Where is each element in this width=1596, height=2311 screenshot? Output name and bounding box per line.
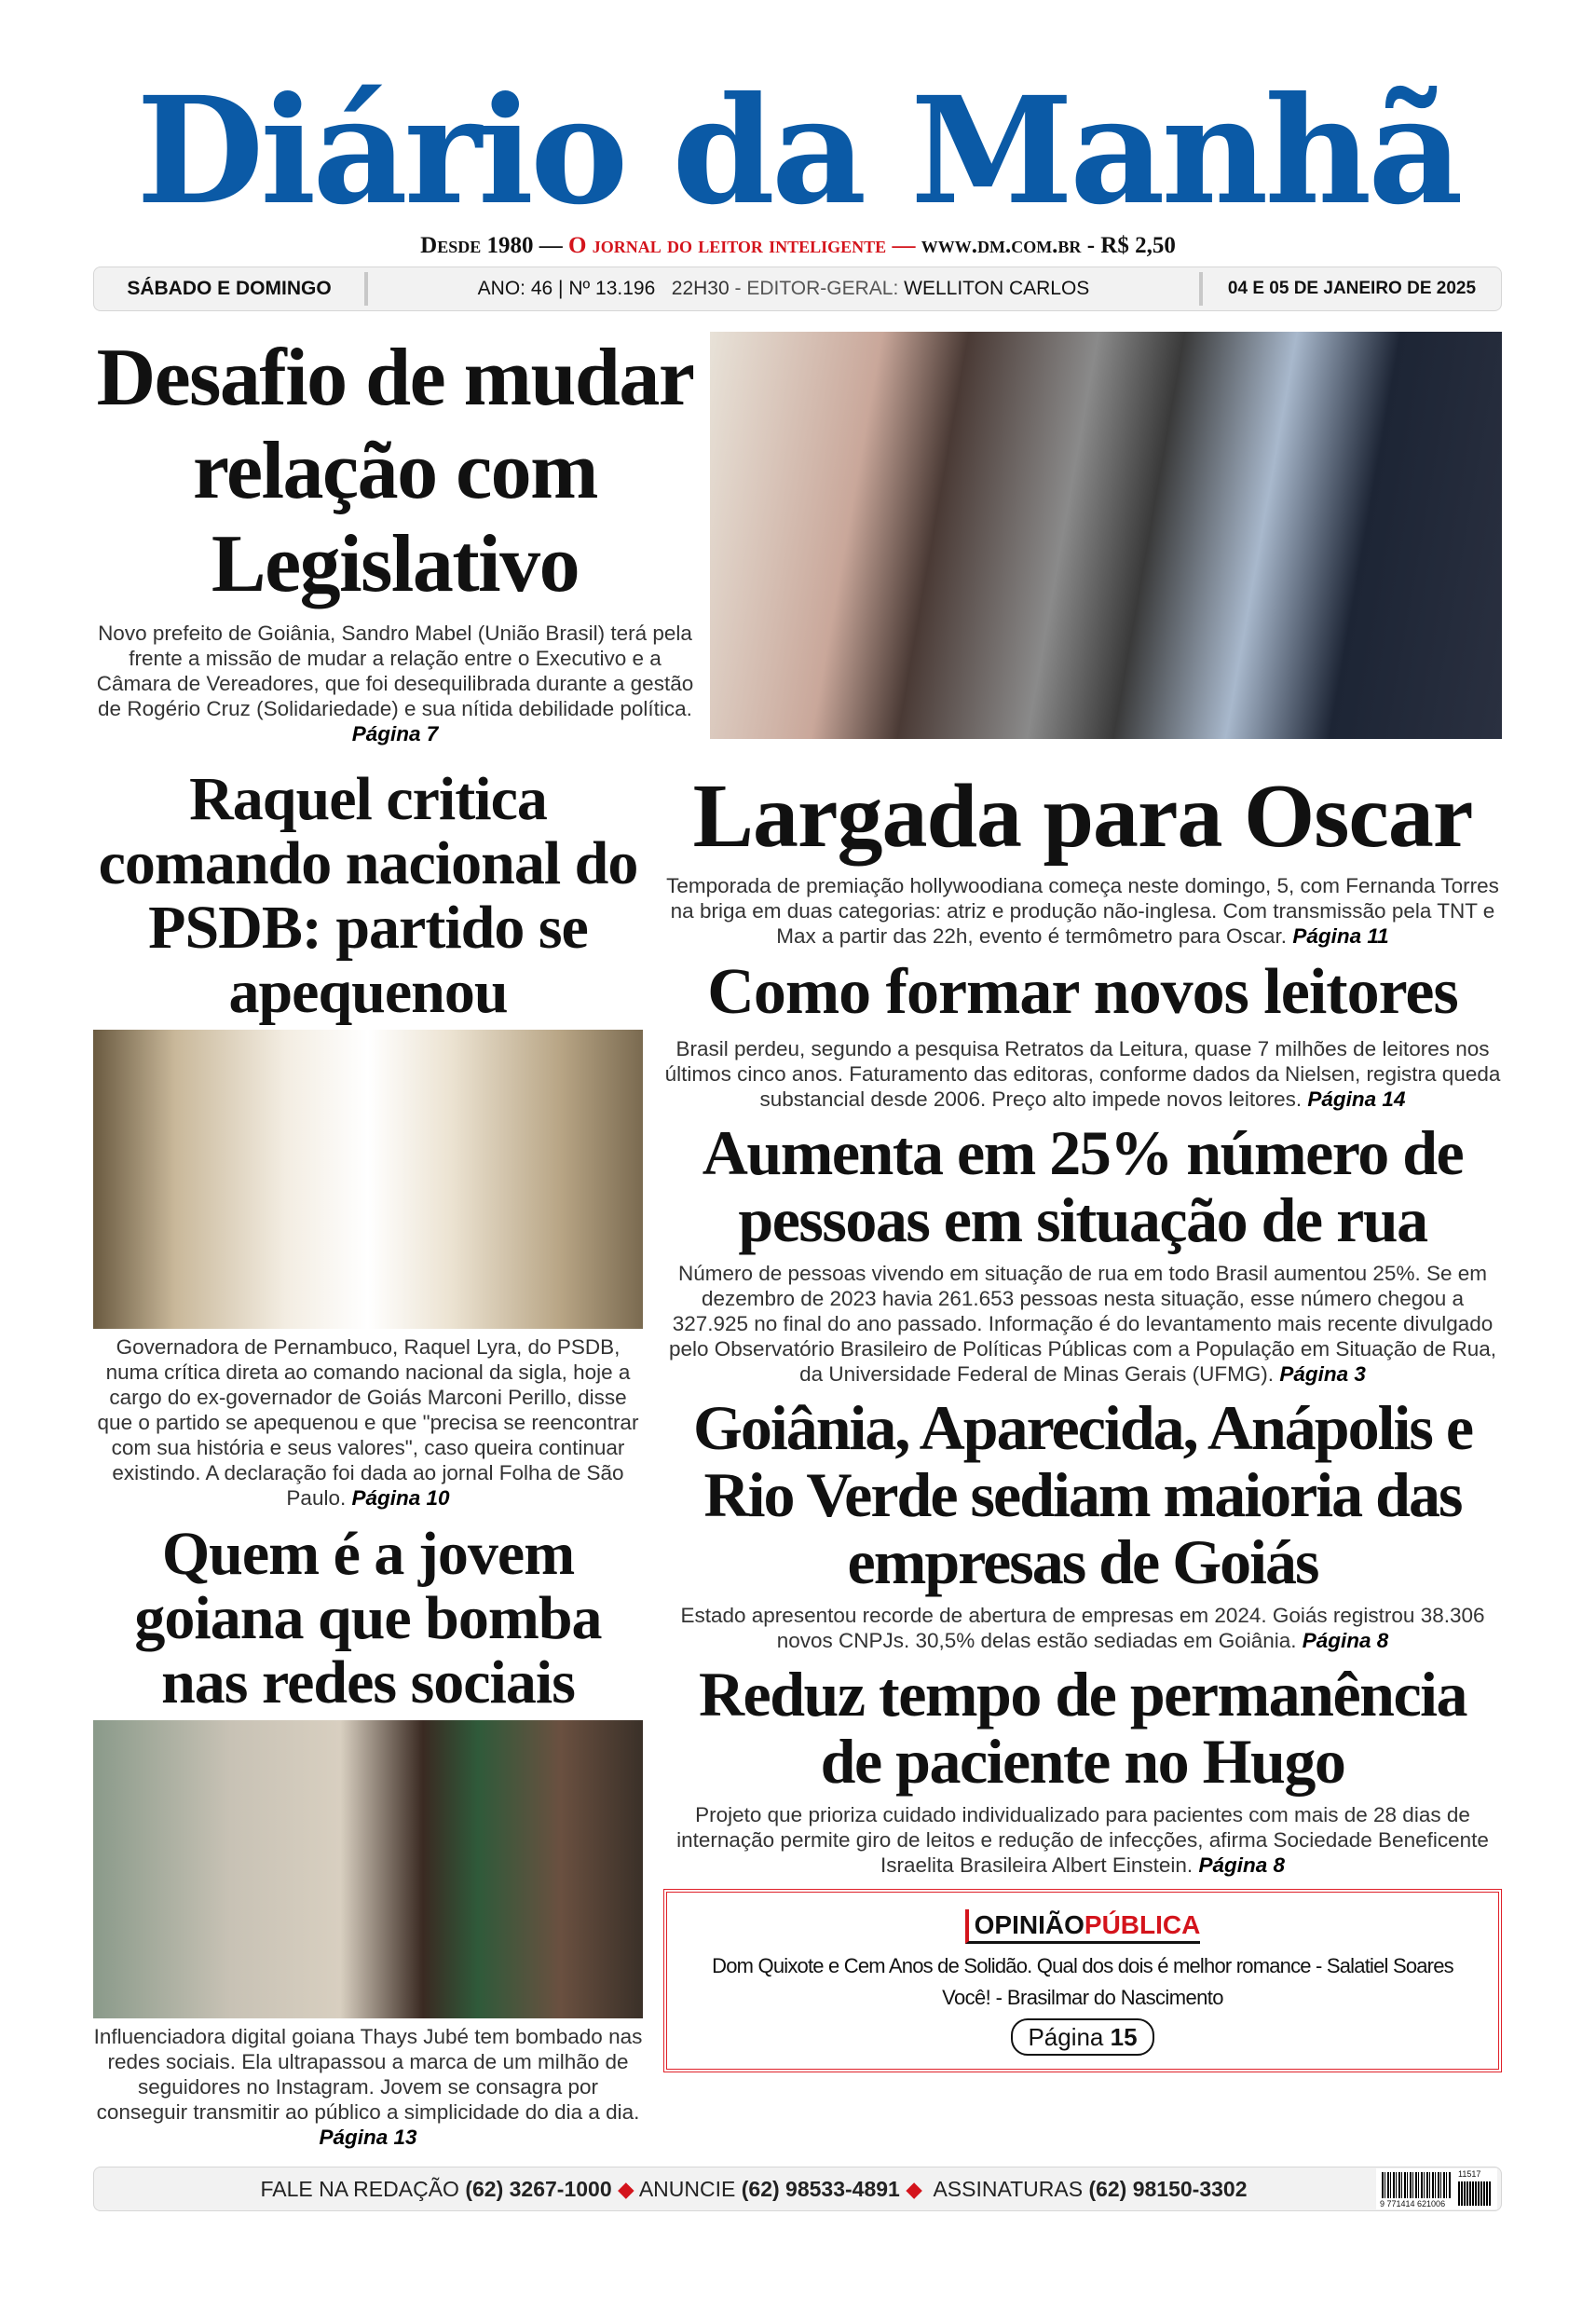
opinion-item[interactable]: Dom Quixote e Cem Anos de Solidão. Qual dos dois é melhor romance - Salatiel Soares [712,1954,1453,1977]
page-ref[interactable]: Página 8 [1198,1853,1285,1877]
days: SÁBADO E DOMINGO [127,278,332,299]
opinion-title-a: OPINIÃO [974,1910,1084,1939]
summary-text: Número de pessoas vivendo em situação de rua em todo Brasil aumentou 25%. Se em dezembro de 2023 havia 261.653 pessoas nesta situação, esse número chegou a 327.925 no final do ano passado. Informação é do levantamento mais recente divulgado pelo Observatório Brasileiro de Políticas Públicas com a População em Situação de Rua, da Universidade Federal de Minas Gerais (UFMG). [669,1262,1496,1386]
editor: WELLITON CARLOS [904,278,1090,299]
page-ref[interactable]: Página 14 [1307,1087,1406,1111]
page-num: 15 [1110,2023,1138,2051]
ads-label: ANUNCIE [638,2176,736,2201]
summary-oscar [663,873,1502,949]
photo-raquel [93,1030,643,1329]
year: 46 [530,278,553,299]
barcode-bars-icon [1382,2172,1451,2198]
barcode-addon: 11517 [1458,2169,1481,2179]
page-ref[interactable]: Página 10 [351,1486,450,1510]
opinion-title [965,1909,1201,1944]
summary-text: Novo prefeito de Goiânia, Sandro Mabel (União Brasil) terá pela frente a missão de mudar a relação entre o Executivo e a Câmara de Vereadores, que foi desequilibrada durante a gestão de Rogério Cruz (Solidariedade) e sua nítida debilidade política. [96,622,694,720]
date: 04 E 05 DE JANEIRO DE 2025 [1227,279,1477,298]
photo-jovem [93,1720,643,2018]
summary-text: Estado apresentou recorde de abertura de empresas em 2024. Goiás registrou 38.306 novos CNPJs. 30,5% delas estão sediadas em Goiânia. [680,1604,1485,1652]
website: www.dm.com.br [921,233,1082,258]
summary-raquel [93,1334,643,1511]
summary-hugo [663,1802,1502,1878]
info-bar [93,267,1502,311]
columns [93,767,1503,2150]
time: 22H30 [671,278,730,299]
footer-bar [93,2167,1502,2211]
opinion-page-button[interactable] [1011,2018,1153,2056]
masthead-logo: Diário da Manhã [136,65,1460,238]
opinion-box [663,1889,1502,2072]
slogan: O jornal do leitor inteligente [568,233,887,258]
headline-oscar[interactable]: Largada para Oscar [692,766,1473,867]
since: Desde 1980 — [420,233,563,258]
right-column [663,767,1502,2072]
number-label: Nº [568,278,591,299]
lead-section [93,332,1503,746]
headline-jovem[interactable]: Quem é a jovem goiana que bomba nas redes sociais [134,1520,602,1716]
edition-info: ANO: 46 | Nº 13.196 22H30 - EDITOR-GERAL: WELLITON CARLOS [477,278,1090,299]
page-ref[interactable]: Página 8 [1302,1629,1389,1652]
summary-empresas [663,1603,1502,1653]
newsroom-phone[interactable]: (62) 3267-1000 [465,2176,612,2201]
year-label: ANO: [477,278,525,299]
lead-story [93,332,697,746]
page-label: Página [1028,2023,1104,2051]
headline-situacao-rua[interactable]: Aumenta em 25% número de pessoas em situação de rua [702,1117,1464,1255]
summary-text: Temporada de premiação hollywoodiana começa neste domingo, 5, com Fernanda Torres na briga em duas categorias: atriz e produção não-inglesa. Com transmissão pela TNT e Max a partir das 22h, evento é termômetro para Oscar. [666,874,1499,948]
page-ref[interactable]: Página 3 [1279,1362,1366,1386]
number: 13.196 [595,278,656,299]
opinion-item[interactable]: Você! - Brasilmar do Nascimento [942,1986,1223,2009]
summary-legislativo [93,621,697,746]
subs-phone[interactable]: (62) 98150-3302 [1088,2176,1248,2201]
summary-text: Influenciadora digital goiana Thays Jubé tem bombado nas redes sociais. Ela ultrapassou a marca de um milhão de seguidores no Instagram. Jovem se consagra por conseguir transmitir ao público a simplicidade do dia a dia. [93,2025,643,2124]
summary-leitores [663,1036,1502,1112]
summary-text: Projeto que prioriza cuidado individualizado para pacientes com mais de 28 dias de internação permite giro de leitos e redução de infecções, afirma Sociedade Beneficente Israelita Brasileira Albert Einstein. [676,1803,1489,1877]
contacts [94,2177,1376,2202]
tagline [93,231,1503,261]
summary-text: Governadora de Pernambuco, Raquel Lyra, do PSDB, numa crítica direta ao comando nacional da sigla, hoje a cargo do ex-governador de Goiás Marconi Perillo, disse que o partido se apequenou e que "precisa se reencontrar com sua história e seus valores", caso queira continuar existindo. A declaração foi dada ao jornal Folha de São Paulo. [97,1335,639,1510]
headline-legislativo[interactable]: Desafio de mudar relação com Legislativo [96,333,694,609]
left-column [93,767,643,2150]
summary-text: Brasil perdeu, segundo a pesquisa Retratos da Leitura, quase 7 milhões de leitores nos últimos cinco anos. Faturamento das editoras, conforme dados da Nielsen, registra queda substancial desde 2006. Preço alto impede novos leitores. [664,1037,1501,1111]
ads-phone[interactable]: (62) 98533-4891 [741,2176,900,2201]
page-ref[interactable]: Página 7 [351,722,439,745]
headline-empresas[interactable]: Goiânia, Aparecida, Anápolis e Rio Verde sediam maioria das empresas de Goiás [692,1392,1473,1597]
diamond-icon: ◆ [618,2176,634,2201]
dash: — [892,233,916,258]
newsroom-label: FALE NA REDAÇÃO [260,2176,459,2201]
headline-leitores[interactable]: Como formar novos leitores [707,956,1458,1028]
page-ref[interactable]: Página 13 [319,2126,417,2149]
barcode-number: 9 771414 621006 [1380,2199,1446,2208]
price: - R$ 2,50 [1086,233,1176,258]
barcode-addon-icon [1458,2181,1492,2206]
photo-meeting [710,332,1502,739]
summary-jovem [93,2024,643,2150]
subs-label: ASSINATURAS [933,2176,1084,2201]
headline-hugo[interactable]: Reduz tempo de permanência de paciente no Hugo [698,1659,1467,1797]
editor-label: - EDITOR-GERAL: [734,278,899,299]
page-ref[interactable]: Página 11 [1292,924,1389,948]
opinion-title-b: PÚBLICA [1084,1910,1201,1939]
summary-situacao-rua [663,1261,1502,1387]
diamond-icon: ◆ [906,2176,922,2201]
headline-raquel[interactable]: Raquel critica comando nacional do PSDB: partido se apequenou [98,765,638,1026]
barcode [1376,2168,1497,2209]
